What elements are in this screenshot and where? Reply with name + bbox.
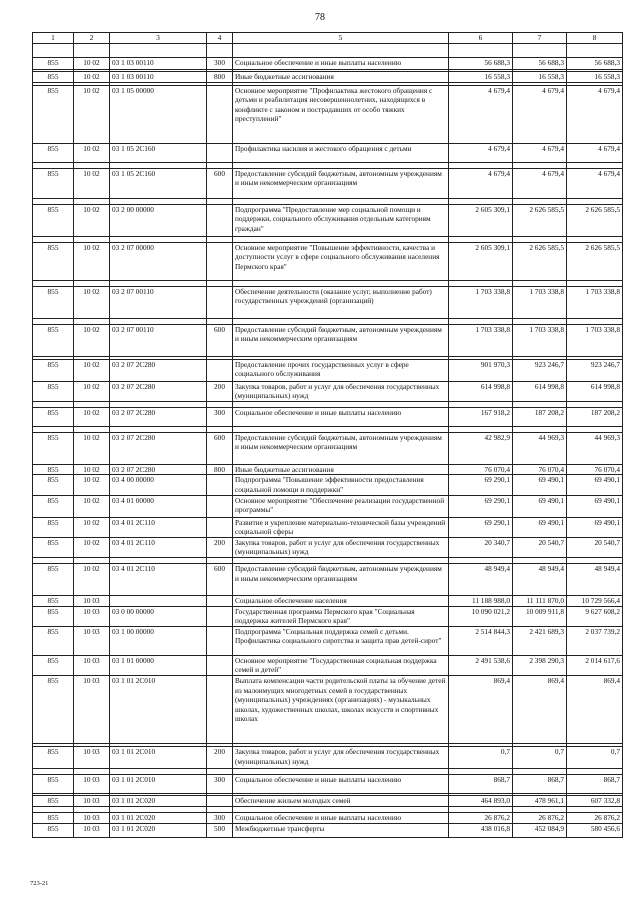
document-footer-code: 723-21 — [30, 880, 49, 887]
cell-amount-2021: 26 876,2 — [449, 812, 513, 823]
table-row — [33, 407, 623, 426]
cell-expense-type-code: 800 — [207, 464, 233, 475]
cell-amount-2022: 69 490,1 — [513, 475, 567, 495]
cell-expense-type-code: 200 — [207, 537, 233, 557]
cell-expense-type-code — [207, 795, 233, 806]
cell-expense-type-code — [207, 204, 233, 236]
cell-admin-code: 855 — [33, 675, 74, 743]
cell-admin-code: 855 — [33, 595, 74, 606]
cell-admin-code: 855 — [33, 606, 74, 626]
cell-amount-2021: 69 290,1 — [449, 495, 513, 517]
table-row — [33, 475, 623, 495]
cell-amount-2023: 76 070,4 — [567, 464, 623, 475]
cell-admin-code: 855 — [33, 168, 74, 198]
cell-admin-code: 855 — [33, 381, 74, 401]
cell-amount-2021: 2 514 844,3 — [449, 626, 513, 655]
cell-description: Социальное обеспечение населения — [233, 595, 449, 606]
cell-amount-2023: 1 703 338,8 — [567, 324, 623, 356]
cell-target-article-code — [110, 595, 207, 606]
table-row — [33, 746, 623, 768]
cell-description: Профилактика насилия и жестокого обращения с детьми — [233, 143, 449, 162]
cell-admin-code: 855 — [33, 626, 74, 655]
cell-expense-type-code — [207, 85, 233, 143]
cell-target-article-code: 03 2 07 00110 — [110, 324, 207, 356]
table-row — [33, 823, 623, 837]
table-row — [33, 495, 623, 517]
cell-description: Основное мероприятие "Повышение эффективности, качества и доступности услуг в сфере социального обслуживания населения Пермского края" — [233, 242, 449, 280]
cell-amount-2023: 20 540,7 — [567, 537, 623, 557]
cell-description: Предоставление субсидий бюджетным, автономным учреждениям и иным некоммерческим организациям — [233, 324, 449, 356]
cell-amount-2023: 48 949,4 — [567, 563, 623, 595]
table-row — [33, 324, 623, 356]
cell-admin-code: 855 — [33, 85, 74, 143]
cell-amount-2022: 869,4 — [513, 675, 567, 743]
cell-amount-2021: 2 605 309,1 — [449, 204, 513, 236]
cell-amount-2021: 76 070,4 — [449, 464, 513, 475]
cell-section-code: 10 02 — [74, 537, 110, 557]
column-header-2: 2 — [74, 33, 110, 44]
cell-target-article-code: 03 1 05 2С160 — [110, 143, 207, 162]
cell-target-article-code: 03 2 07 00110 — [110, 286, 207, 318]
cell-amount-2023: 1 703 338,8 — [567, 286, 623, 318]
cell-description: Предоставление субсидий бюджетным, автономным учреждениям и иным некоммерческим организациям — [233, 432, 449, 464]
table-header-row — [33, 33, 623, 44]
cell-expense-type-code — [207, 495, 233, 517]
column-header-1: 1 — [33, 33, 74, 44]
cell-amount-2023: 69 490,1 — [567, 495, 623, 517]
cell-section-code: 10 02 — [74, 242, 110, 280]
cell-amount-2022: 2 421 689,3 — [513, 626, 567, 655]
cell-section-code: 10 02 — [74, 85, 110, 143]
cell-section-code: 10 03 — [74, 823, 110, 837]
cell-amount-2023: 69 490,1 — [567, 517, 623, 537]
cell-amount-2022: 1 703 338,8 — [513, 286, 567, 318]
cell-section-code: 10 03 — [74, 795, 110, 806]
table-row — [33, 774, 623, 793]
table-row — [33, 85, 623, 143]
column-header-7: 7 — [513, 33, 567, 44]
cell-section-code: 10 02 — [74, 407, 110, 426]
cell-section-code: 10 02 — [74, 58, 110, 70]
cell-description: Основное мероприятие "Обеспечение реализации государственной программы" — [233, 495, 449, 517]
cell-section-code: 10 03 — [74, 606, 110, 626]
cell-amount-2023: 607 332,8 — [567, 795, 623, 806]
cell-amount-2021: 10 090 021,2 — [449, 606, 513, 626]
cell-target-article-code: 03 2 07 2С280 — [110, 381, 207, 401]
cell-amount-2023: 10 729 566,4 — [567, 595, 623, 606]
spacer-cell — [513, 44, 567, 58]
table-row — [33, 655, 623, 675]
cell-description: Подпрограмма "Предоставление мер социальной помощи и поддержки, социального обслуживания отдельным категориям граждан" — [233, 204, 449, 236]
column-header-8: 8 — [567, 33, 623, 44]
cell-amount-2021: 4 679,4 — [449, 143, 513, 162]
cell-description: Межбюджетные трансферты — [233, 823, 449, 837]
cell-target-article-code: 03 2 07 2С280 — [110, 407, 207, 426]
cell-target-article-code: 03 1 01 2С010 — [110, 675, 207, 743]
cell-amount-2022: 11 111 870,0 — [513, 595, 567, 606]
cell-section-code: 10 02 — [74, 381, 110, 401]
cell-admin-code: 855 — [33, 204, 74, 236]
cell-description: Предоставление субсидий бюджетным, автономным учреждениям и иным некоммерческим организациям — [233, 563, 449, 595]
cell-amount-2021: 869,4 — [449, 675, 513, 743]
table-row — [33, 432, 623, 464]
cell-expense-type-code: 300 — [207, 774, 233, 793]
table-row — [33, 72, 623, 83]
cell-expense-type-code: 300 — [207, 58, 233, 70]
column-header-5: 5 — [233, 33, 449, 44]
cell-amount-2021: 1 703 338,8 — [449, 286, 513, 318]
cell-description: Подпрограмма "Социальная поддержка семей с детьми. Профилактика социального сиротства и защита прав детей-сирот" — [233, 626, 449, 655]
cell-amount-2021: 868,7 — [449, 774, 513, 793]
cell-expense-type-code: 600 — [207, 324, 233, 356]
spacer-cell — [74, 44, 110, 58]
cell-amount-2022: 20 540,7 — [513, 537, 567, 557]
cell-admin-code: 855 — [33, 324, 74, 356]
cell-amount-2021: 4 679,4 — [449, 168, 513, 198]
cell-section-code: 10 02 — [74, 432, 110, 464]
cell-amount-2021: 901 970,3 — [449, 359, 513, 381]
cell-section-code: 10 03 — [74, 675, 110, 743]
cell-target-article-code: 03 1 00 00000 — [110, 626, 207, 655]
cell-target-article-code: 03 4 01 00000 — [110, 495, 207, 517]
spacer-cell — [233, 44, 449, 58]
cell-admin-code: 855 — [33, 495, 74, 517]
cell-amount-2023: 44 969,3 — [567, 432, 623, 464]
cell-admin-code: 855 — [33, 537, 74, 557]
cell-description: Подпрограмма "Повышение эффективности предоставления социальной помощи и поддержки" — [233, 475, 449, 495]
cell-amount-2022: 452 084,9 — [513, 823, 567, 837]
cell-description: Закупка товаров, работ и услуг для обеспечения государственных (муниципальных) нужд — [233, 537, 449, 557]
column-header-4: 4 — [207, 33, 233, 44]
cell-target-article-code: 03 1 01 2С020 — [110, 812, 207, 823]
cell-description: Предоставление субсидий бюджетным, автономным учреждениям и иным некоммерческим организациям — [233, 168, 449, 198]
cell-description: Закупка товаров, работ и услуг для обеспечения государственных (муниципальных) нужд — [233, 746, 449, 768]
column-header-6: 6 — [449, 33, 513, 44]
cell-expense-type-code: 200 — [207, 381, 233, 401]
table-row — [33, 381, 623, 401]
cell-description: Социальное обеспечение и иные выплаты населению — [233, 58, 449, 70]
table-row — [33, 359, 623, 381]
cell-section-code: 10 03 — [74, 774, 110, 793]
cell-amount-2022: 56 688,3 — [513, 58, 567, 70]
cell-target-article-code: 03 0 00 00000 — [110, 606, 207, 626]
cell-expense-type-code — [207, 595, 233, 606]
cell-section-code: 10 02 — [74, 72, 110, 83]
cell-description: Выплата компенсации части родительской платы за обучение детей из малоимущих многодетных семей в государственных (муниципальных) учреждениях (организациях) - музыкальных школах, художественных школах, школах искусств и спортивных школах — [233, 675, 449, 743]
cell-expense-type-code — [207, 475, 233, 495]
cell-amount-2023: 868,7 — [567, 774, 623, 793]
cell-expense-type-code — [207, 606, 233, 626]
cell-amount-2023: 614 998,8 — [567, 381, 623, 401]
cell-expense-type-code: 800 — [207, 72, 233, 83]
cell-amount-2022: 69 490,1 — [513, 517, 567, 537]
cell-description: Обеспечение жильем молодых семей — [233, 795, 449, 806]
cell-admin-code: 855 — [33, 563, 74, 595]
cell-expense-type-code — [207, 359, 233, 381]
cell-amount-2022: 1 703 338,8 — [513, 324, 567, 356]
cell-section-code: 10 02 — [74, 143, 110, 162]
cell-amount-2022: 0,7 — [513, 746, 567, 768]
cell-amount-2023: 16 558,3 — [567, 72, 623, 83]
cell-target-article-code: 03 1 03 00110 — [110, 58, 207, 70]
cell-expense-type-code: 500 — [207, 823, 233, 837]
cell-amount-2022: 44 969,3 — [513, 432, 567, 464]
cell-target-article-code: 03 1 01 2С010 — [110, 774, 207, 793]
cell-admin-code: 855 — [33, 242, 74, 280]
table-row — [33, 595, 623, 606]
cell-amount-2023: 2 014 617,6 — [567, 655, 623, 675]
cell-amount-2022: 478 961,1 — [513, 795, 567, 806]
table-row — [33, 286, 623, 318]
cell-amount-2022: 26 876,2 — [513, 812, 567, 823]
cell-amount-2022: 2 626 585,5 — [513, 242, 567, 280]
table-row — [33, 58, 623, 70]
cell-admin-code: 855 — [33, 655, 74, 675]
cell-amount-2023: 69 490,1 — [567, 475, 623, 495]
cell-target-article-code: 03 1 01 2С010 — [110, 746, 207, 768]
cell-section-code: 10 02 — [74, 359, 110, 381]
table-row — [33, 537, 623, 557]
cell-amount-2022: 4 679,4 — [513, 85, 567, 143]
budget-table-container — [32, 32, 622, 838]
cell-amount-2021: 16 558,3 — [449, 72, 513, 83]
cell-amount-2022: 4 679,4 — [513, 143, 567, 162]
budget-table — [32, 32, 623, 838]
cell-target-article-code: 03 1 03 00110 — [110, 72, 207, 83]
cell-description: Социальное обеспечение и иные выплаты населению — [233, 774, 449, 793]
cell-target-article-code: 03 2 07 2С280 — [110, 359, 207, 381]
cell-admin-code: 855 — [33, 286, 74, 318]
spacer-cell — [449, 44, 513, 58]
cell-amount-2023: 26 876,2 — [567, 812, 623, 823]
table-spacer-row — [33, 44, 623, 58]
spacer-cell — [567, 44, 623, 58]
cell-expense-type-code — [207, 675, 233, 743]
table-row — [33, 168, 623, 198]
spacer-cell — [33, 44, 74, 58]
table-row — [33, 143, 623, 162]
table-row — [33, 812, 623, 823]
cell-expense-type-code — [207, 626, 233, 655]
table-row — [33, 606, 623, 626]
cell-target-article-code: 03 1 01 00000 — [110, 655, 207, 675]
cell-target-article-code: 03 4 01 2С110 — [110, 563, 207, 595]
cell-amount-2023: 0,7 — [567, 746, 623, 768]
cell-section-code: 10 03 — [74, 595, 110, 606]
cell-target-article-code: 03 1 01 2С020 — [110, 823, 207, 837]
cell-section-code: 10 02 — [74, 475, 110, 495]
cell-expense-type-code: 600 — [207, 563, 233, 595]
cell-amount-2021: 614 998,8 — [449, 381, 513, 401]
cell-amount-2021: 42 982,9 — [449, 432, 513, 464]
cell-amount-2022: 923 246,7 — [513, 359, 567, 381]
cell-amount-2021: 2 605 309,1 — [449, 242, 513, 280]
cell-admin-code: 855 — [33, 475, 74, 495]
cell-section-code: 10 03 — [74, 746, 110, 768]
spacer-cell — [110, 44, 207, 58]
cell-admin-code: 855 — [33, 432, 74, 464]
cell-expense-type-code: 600 — [207, 168, 233, 198]
cell-target-article-code: 03 1 05 00000 — [110, 85, 207, 143]
cell-amount-2023: 187 208,2 — [567, 407, 623, 426]
cell-description: Основное мероприятие "Государственная социальная поддержка семей и детей" — [233, 655, 449, 675]
cell-amount-2021: 11 188 988,0 — [449, 595, 513, 606]
cell-admin-code: 855 — [33, 359, 74, 381]
cell-description: Предоставление прочих государственных услуг в сфере социального обслуживания — [233, 359, 449, 381]
cell-target-article-code: 03 4 01 2С110 — [110, 537, 207, 557]
table-row — [33, 563, 623, 595]
cell-target-article-code: 03 2 07 2С280 — [110, 432, 207, 464]
cell-expense-type-code — [207, 517, 233, 537]
cell-amount-2023: 2 626 585,5 — [567, 242, 623, 280]
cell-section-code: 10 02 — [74, 286, 110, 318]
cell-description: Обеспечение деятельности (оказание услуг, выполнение работ) государственных учреждений (организаций) — [233, 286, 449, 318]
cell-amount-2023: 4 679,4 — [567, 143, 623, 162]
cell-section-code: 10 02 — [74, 517, 110, 537]
cell-amount-2021: 2 491 538,6 — [449, 655, 513, 675]
cell-amount-2021: 69 290,1 — [449, 517, 513, 537]
cell-amount-2021: 1 703 338,8 — [449, 324, 513, 356]
table-row — [33, 204, 623, 236]
cell-amount-2022: 76 070,4 — [513, 464, 567, 475]
table-row — [33, 517, 623, 537]
cell-amount-2022: 16 558,3 — [513, 72, 567, 83]
cell-amount-2021: 48 949,4 — [449, 563, 513, 595]
cell-description: Развитие и укрепление материально-технической базы учреждений социальной сферы — [233, 517, 449, 537]
cell-amount-2022: 48 949,4 — [513, 563, 567, 595]
cell-amount-2021: 56 688,3 — [449, 58, 513, 70]
cell-amount-2021: 20 340,7 — [449, 537, 513, 557]
cell-target-article-code: 03 2 07 2С280 — [110, 464, 207, 475]
cell-expense-type-code — [207, 143, 233, 162]
cell-amount-2021: 167 918,2 — [449, 407, 513, 426]
cell-amount-2023: 2 037 739,2 — [567, 626, 623, 655]
cell-description: Закупка товаров, работ и услуг для обеспечения государственных (муниципальных) нужд — [233, 381, 449, 401]
cell-admin-code: 855 — [33, 823, 74, 837]
cell-amount-2022: 2 398 290,3 — [513, 655, 567, 675]
cell-amount-2022: 69 490,1 — [513, 495, 567, 517]
cell-amount-2021: 438 016,8 — [449, 823, 513, 837]
cell-admin-code: 855 — [33, 517, 74, 537]
table-row — [33, 675, 623, 743]
table-row — [33, 464, 623, 475]
cell-amount-2023: 2 626 585,5 — [567, 204, 623, 236]
cell-target-article-code: 03 4 00 00000 — [110, 475, 207, 495]
cell-amount-2021: 69 290,1 — [449, 475, 513, 495]
cell-section-code: 10 02 — [74, 495, 110, 517]
cell-expense-type-code: 300 — [207, 407, 233, 426]
cell-description: Иные бюджетные ассигнования — [233, 72, 449, 83]
table-row — [33, 626, 623, 655]
cell-admin-code: 855 — [33, 72, 74, 83]
cell-section-code: 10 02 — [74, 464, 110, 475]
cell-description: Основное мероприятие "Профилактика жестокого обращения с детьми и реабилитация несовершеннолетних, находящихся в конфликте с законом и пострадавших от особо тяжких преступлений" — [233, 85, 449, 143]
cell-expense-type-code — [207, 242, 233, 280]
cell-amount-2023: 4 679,4 — [567, 85, 623, 143]
cell-description: Социальное обеспечение и иные выплаты населению — [233, 812, 449, 823]
cell-amount-2023: 869,4 — [567, 675, 623, 743]
cell-admin-code: 855 — [33, 58, 74, 70]
cell-amount-2023: 580 456,6 — [567, 823, 623, 837]
cell-description: Социальное обеспечение и иные выплаты населению — [233, 407, 449, 426]
cell-amount-2023: 4 679,4 — [567, 168, 623, 198]
cell-amount-2023: 9 627 608,2 — [567, 606, 623, 626]
cell-amount-2022: 4 679,4 — [513, 168, 567, 198]
cell-admin-code: 855 — [33, 795, 74, 806]
cell-amount-2022: 10 009 911,8 — [513, 606, 567, 626]
table-row — [33, 795, 623, 806]
cell-description: Иные бюджетные ассигнования — [233, 464, 449, 475]
cell-section-code: 10 02 — [74, 324, 110, 356]
cell-admin-code: 855 — [33, 812, 74, 823]
cell-section-code: 10 03 — [74, 626, 110, 655]
cell-admin-code: 855 — [33, 774, 74, 793]
cell-target-article-code: 03 1 05 2С160 — [110, 168, 207, 198]
cell-target-article-code: 03 1 01 2С020 — [110, 795, 207, 806]
cell-amount-2022: 2 626 585,5 — [513, 204, 567, 236]
cell-amount-2021: 4 679,4 — [449, 85, 513, 143]
cell-amount-2021: 464 893,0 — [449, 795, 513, 806]
spacer-cell — [207, 44, 233, 58]
cell-amount-2022: 187 208,2 — [513, 407, 567, 426]
cell-description: Государственная программа Пермского края "Социальная поддержка жителей Пермского края" — [233, 606, 449, 626]
cell-admin-code: 855 — [33, 407, 74, 426]
cell-target-article-code: 03 4 01 2С110 — [110, 517, 207, 537]
cell-amount-2021: 0,7 — [449, 746, 513, 768]
column-header-3: 3 — [110, 33, 207, 44]
cell-expense-type-code: 600 — [207, 432, 233, 464]
cell-admin-code: 855 — [33, 143, 74, 162]
cell-expense-type-code: 300 — [207, 812, 233, 823]
cell-section-code: 10 03 — [74, 812, 110, 823]
cell-admin-code: 855 — [33, 746, 74, 768]
cell-amount-2022: 614 998,8 — [513, 381, 567, 401]
page-number: 78 — [315, 12, 325, 23]
cell-section-code: 10 02 — [74, 563, 110, 595]
cell-amount-2023: 923 246,7 — [567, 359, 623, 381]
cell-section-code: 10 02 — [74, 204, 110, 236]
cell-target-article-code: 03 2 00 00000 — [110, 204, 207, 236]
cell-section-code: 10 02 — [74, 168, 110, 198]
cell-expense-type-code — [207, 655, 233, 675]
cell-expense-type-code: 200 — [207, 746, 233, 768]
table-row — [33, 242, 623, 280]
cell-amount-2022: 868,7 — [513, 774, 567, 793]
cell-amount-2023: 56 688,3 — [567, 58, 623, 70]
cell-section-code: 10 03 — [74, 655, 110, 675]
cell-expense-type-code — [207, 286, 233, 318]
cell-admin-code: 855 — [33, 464, 74, 475]
cell-target-article-code: 03 2 07 00000 — [110, 242, 207, 280]
